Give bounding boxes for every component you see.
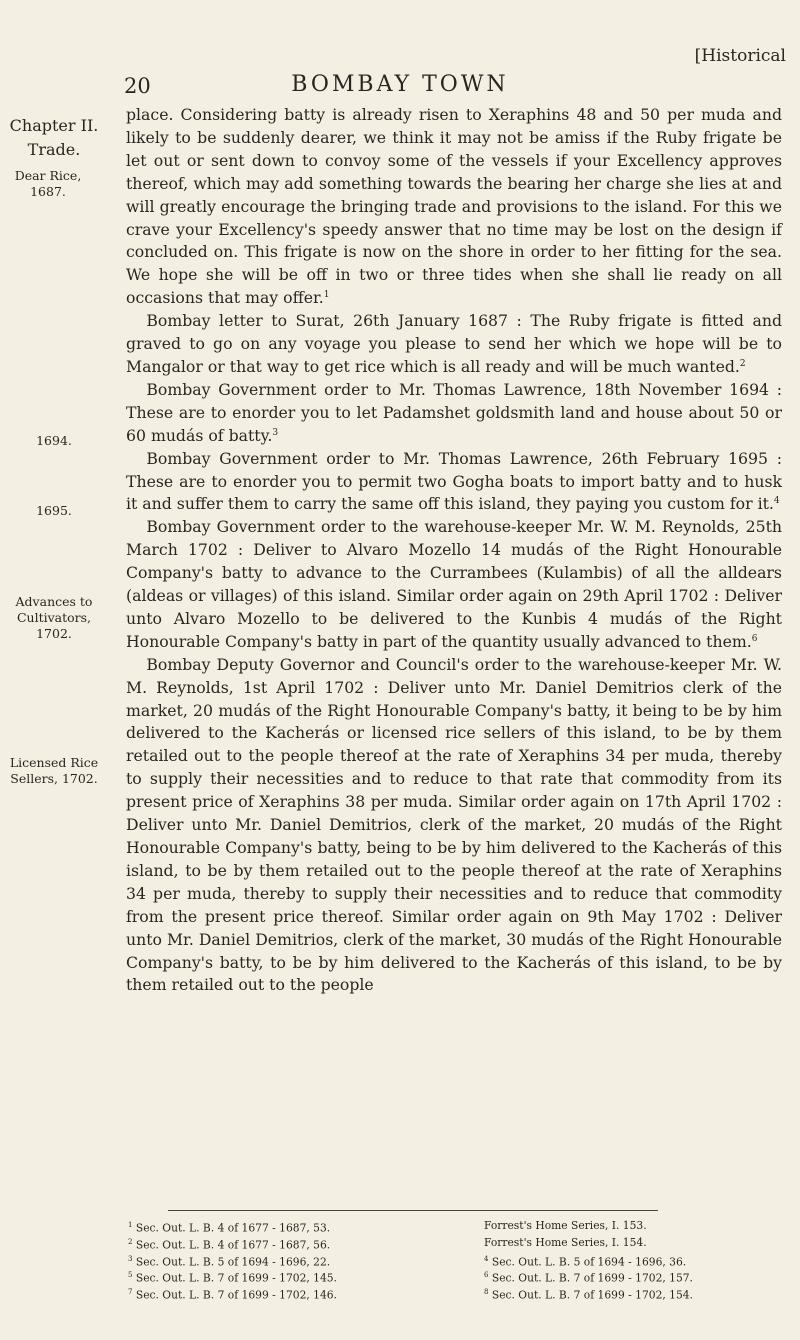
paragraph: place. Considering batty is already risen to Xeraphins 48 and 50 per muda and likely to be suddenly dearer, we think it may not be amiss if the Ruby frigate be let out or sent down to convoy some of the vessels if your Excellency approves thereof, which may add something towards the bearing her charge she lies at and will greatly encourage the bringing trade and provisions to the island. For this we crave your Excellency's speedy answer that no time may be lost on the design if concluded on. This frigate is now on the shore in order to her fitting for the sea. We hope she will be off in two or three tides when she shall lie ready on all occasions that may offer.$^1$ — [126, 105, 782, 308]
footnote: $^5$ Sec. Out. L. B. 7 of 1699 - 1702, 145. — [128, 1271, 337, 1285]
footnote-ref: 1 — [323, 290, 330, 301]
footnote: $^4$ Sec. Out. L. B. 5 of 1694 - 1696, 36. — [484, 1254, 687, 1269]
footnote-ref: 6 — [751, 633, 758, 644]
margin-note-advances: Advances to Cultivators, 1702. — [15, 594, 93, 641]
margin-topic: Trade. — [27, 140, 81, 159]
footnote: Forrest's Home Series, I. 153. — [484, 1219, 647, 1232]
footnote-ref: 4 — [773, 496, 780, 507]
paragraph: Bombay letter to Surat, 26th January 1687 : The Ruby frigate is fitted and graved to go on any voyage you please to send her which we hope will be to Mangalor or that way to get rice which is all ready and will be much wanted.$^2$ — [126, 311, 782, 376]
paragraph: Bombay Deputy Governor and Council's order to the warehouse-keeper Mr. W. M. Reynolds, 1st April 1702 : Deliver unto Mr. Daniel Demitrios clerk of the market, 20 mudás of the Right Honourable Company's batty, it being to be by him delivered to the Kacherás or licensed rice sellers of this island, to be by them retailed out to the people thereof at the rate of Xeraphins 34 per muda, thereby to supply their necessities and to reduce to that rate that commodity from its present price of Xeraphins 38 per muda. Similar order again on 17th April 1702 : Deliver unto Mr. Daniel Demitrios, clerk of the market, 20 mudás of the Right Honourable Company's batty, being to be by him delivered to the Kacherás of this island, to be by them retailed out to the people thereof at the rate of Xeraphins 34 per muda, thereby to supply their necessities and to reduce that commodity from the present price thereof. Similar order again on 9th May 1702 : Deliver unto Mr. Daniel Demitrios, clerk of the market, 30 mudás of the Right Honourable Company's batty, to be by him delivered to the Kacherás of this island, to be by them retailed out to the people — [126, 654, 782, 995]
body-text — [126, 104, 782, 997]
paragraph: Bombay Government order to Mr. Thomas Lawrence, 26th February 1695 : These are to enorder you to permit two Gogha boats to import batty and to husk it and suffer them to carry the same off this island, they paying you custom for it.$^4$ — [126, 448, 782, 514]
section-tag: [Historical — [694, 46, 786, 66]
page-number: 20 — [124, 74, 151, 98]
margin-note-1695: 1695. — [36, 503, 72, 518]
footnote-rule — [168, 1210, 658, 1211]
footnote: $^7$ Sec. Out. L. B. 7 of 1699 - 1702, 146. — [128, 1288, 337, 1302]
footnote: Forrest's Home Series, I. 154. — [484, 1235, 647, 1249]
margin-note-1694: 1694. — [36, 433, 72, 448]
margin-note-dear-rice: Dear Rice, 1687. — [14, 168, 82, 199]
footnote: $^1$ Sec. Out. L. B. 4 of 1677 - 1687, 53. — [128, 1221, 331, 1235]
margin-chapter: Chapter II. — [9, 116, 99, 135]
running-head — [0, 46, 800, 96]
footnote-ref: 3 — [272, 427, 279, 438]
footnote: $^8$ Sec. Out. L. B. 7 of 1699 - 1702, 154. — [484, 1288, 693, 1302]
book-title: BOMBAY TOWN — [291, 72, 509, 97]
footnote: $^3$ Sec. Out. L. B. 5 of 1694 - 1696, 22. — [128, 1254, 331, 1269]
footnote: $^2$ Sec. Out. L. B. 4 of 1677 - 1687, 56. — [128, 1237, 331, 1252]
footnote-ref: 2 — [739, 358, 746, 369]
footnote: $^6$ Sec. Out. L. B. 7 of 1699 - 1702, 157. — [484, 1271, 693, 1285]
footnotes — [128, 1219, 788, 1302]
paragraph: Bombay Government order to the warehouse-keeper Mr. W. M. Reynolds, 25th March 1702 : Deliver to Alvaro Mozello 14 mudás of the Right Honourable Company's batty to advance to the Currambees (Kulambis) of all the alldears (aldeas or villages) of this island. Similar order again on 29th April 1702 : Deliver unto Alvaro Mozello to be delivered to the Kunbis 4 mudás of the Right Honourable Company's batty in part of the quantity usually advanced to them.$^6$ — [126, 517, 782, 651]
margin-note-licensed-sellers: Licensed Rice Sellers, 1702. — [9, 755, 99, 786]
paragraph: Bombay Government order to Mr. Thomas Lawrence, 18th November 1694 : These are to enorder you to let Padamshet goldsmith land and house about 50 or 60 mudás of batty.$^3$ — [126, 379, 782, 445]
